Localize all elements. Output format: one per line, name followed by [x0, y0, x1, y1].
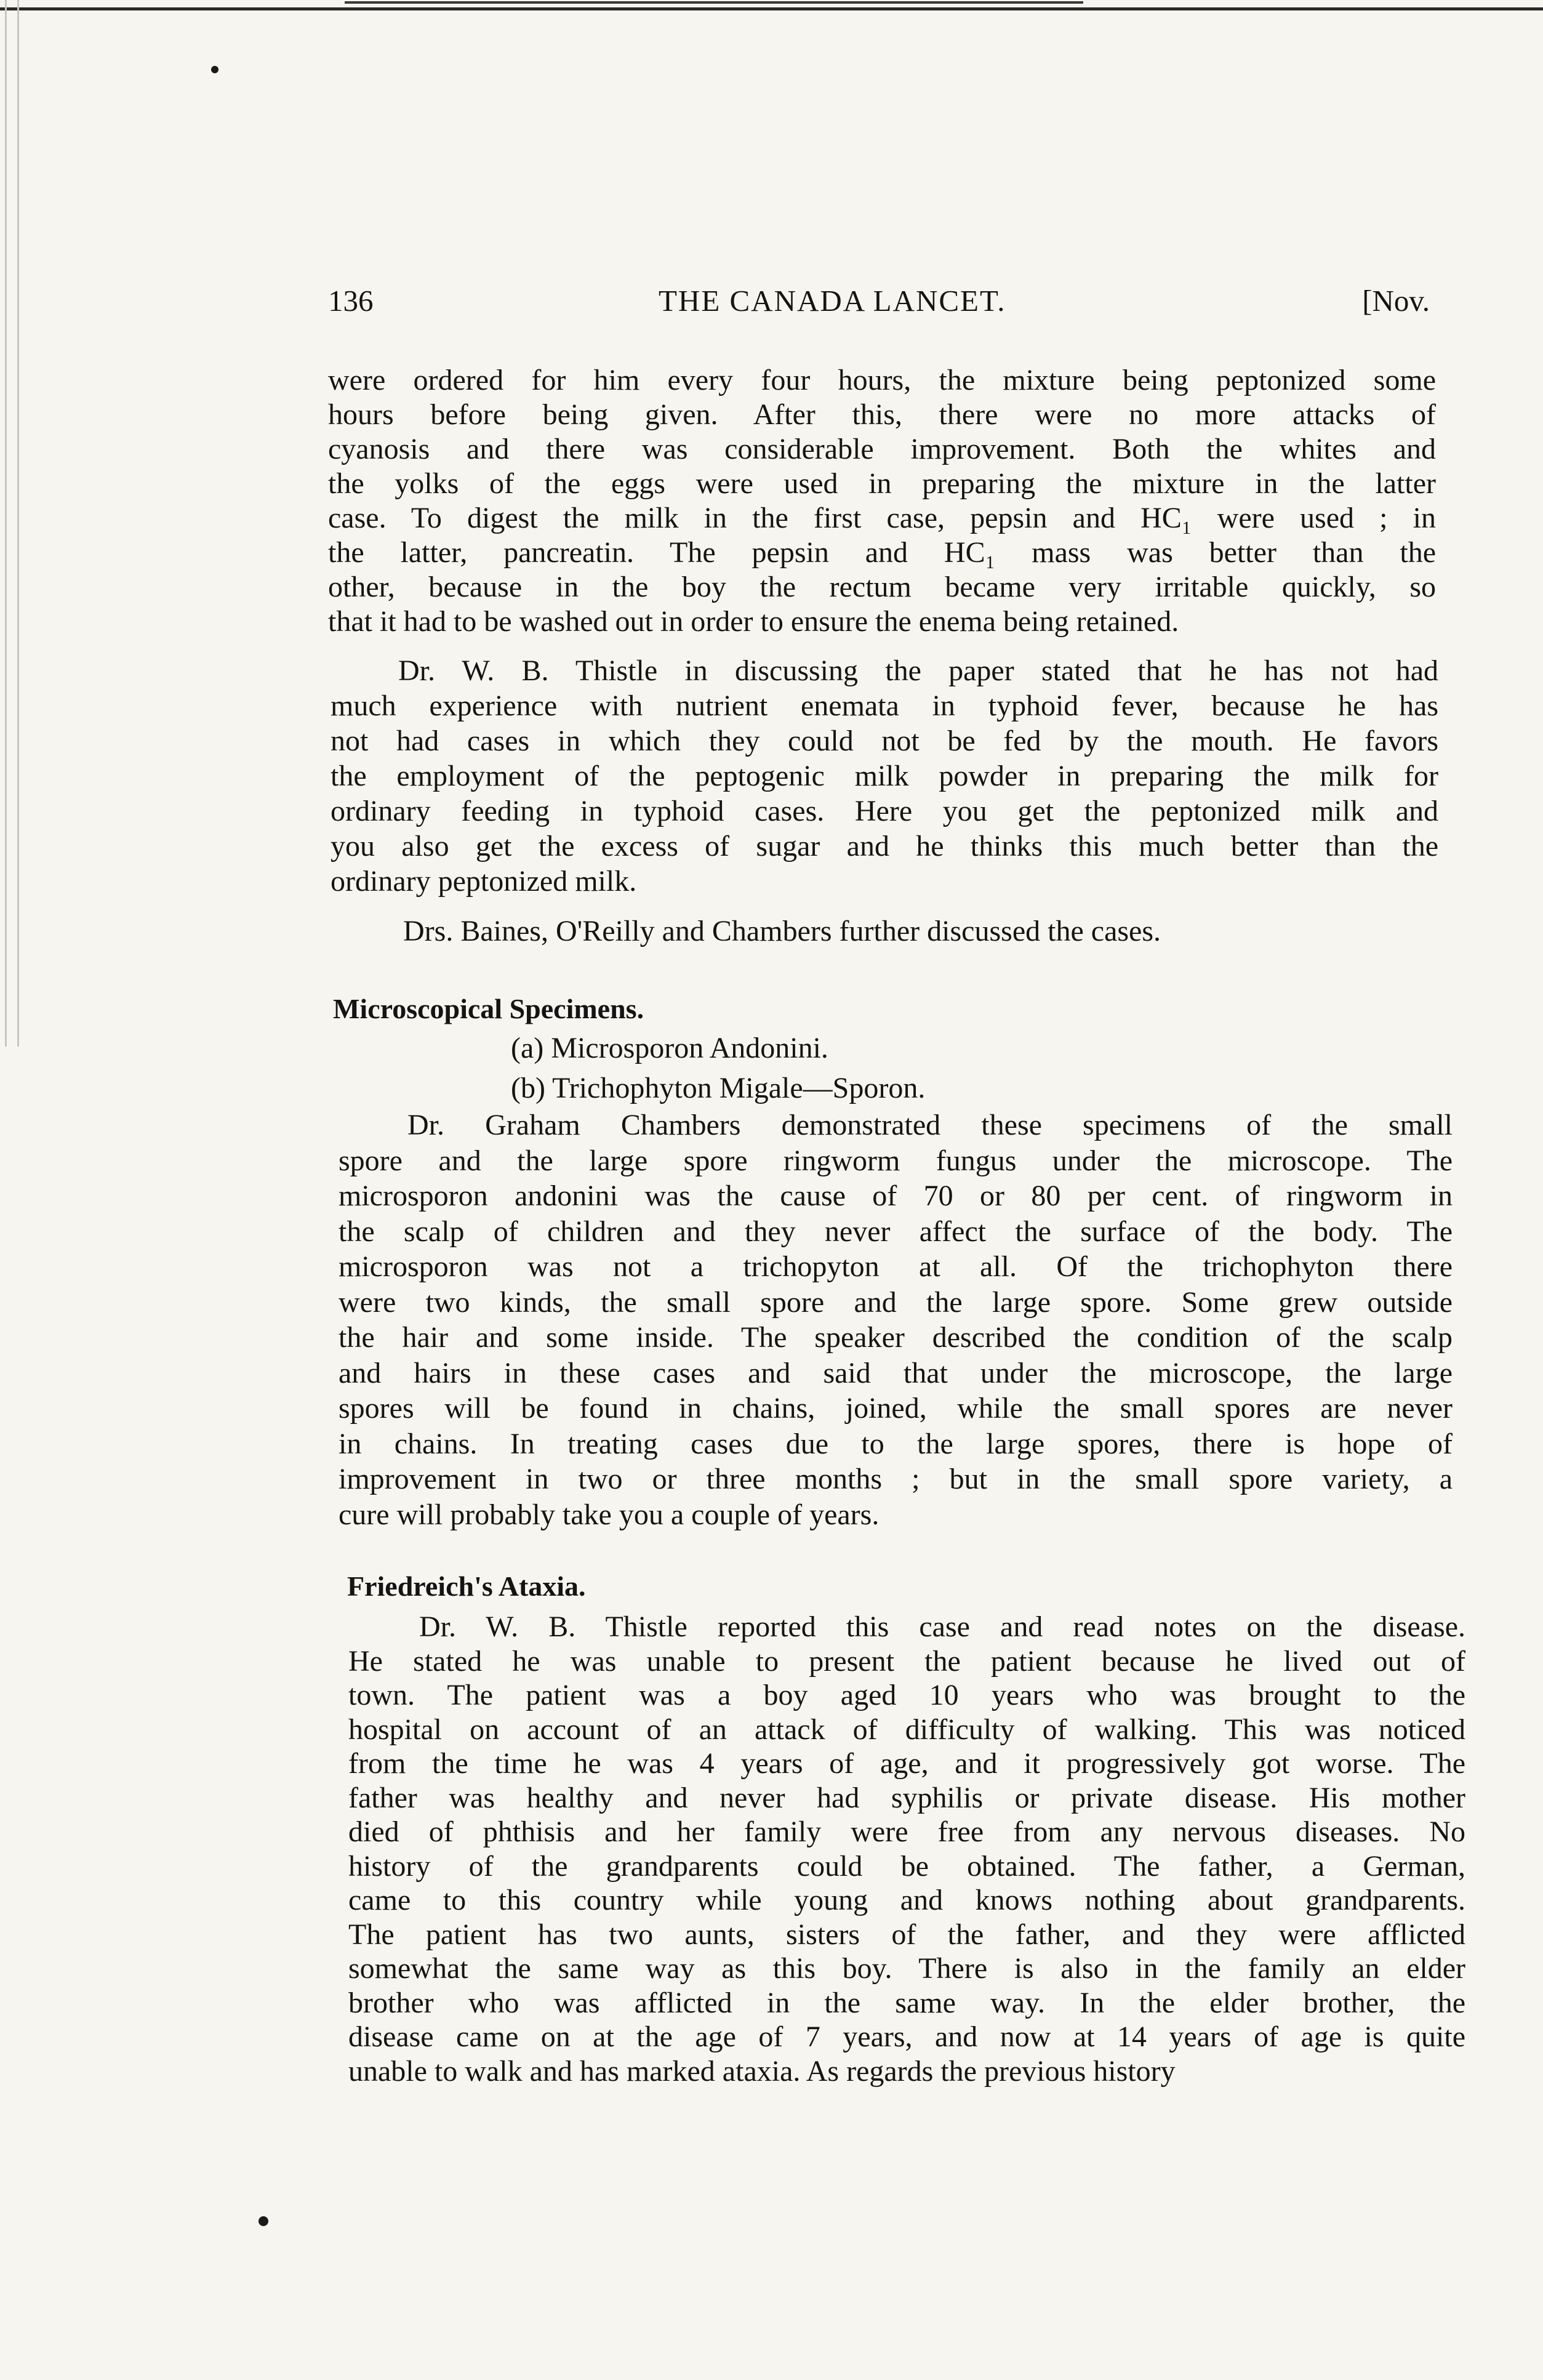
text-line: cyanosis and there was considerable improvement. Both the whites and: [328, 433, 1436, 465]
text-line: that it had to be washed out in order to ensure the enema being retained.: [328, 605, 1179, 638]
text-line: other, because in the boy the rectum became very irritable quickly, so: [328, 571, 1436, 603]
heading-friedreichs-ataxia: Friedreich's Ataxia.: [347, 1570, 586, 1602]
text-line: history of the grandparents could be obtained. The father, a German,: [348, 1850, 1465, 1883]
text-line: brother who was afflicted in the same way. In the elder brother, the: [348, 1987, 1465, 2019]
text-line: microsporon andonini was the cause of 70 or 80 per cent. of ringworm in: [339, 1180, 1453, 1212]
text-line: died of phthisis and her family were free from any nervous diseases. No: [348, 1815, 1465, 1848]
text-line: the scalp of children and they never affect the surface of the body. The: [339, 1215, 1453, 1248]
text-line: the employment of the peptogenic milk powder in preparing the milk for: [331, 760, 1438, 792]
text-line: Dr. W. B. Thistle reported this case and read notes on the disease.: [419, 1610, 1465, 1643]
heading-microscopical-specimens: Microscopical Specimens.: [333, 993, 644, 1024]
text-line: and hairs in these cases and said that under the microscope, the large: [339, 1357, 1453, 1389]
text-line: you also get the excess of sugar and he thinks this much better than the: [331, 830, 1438, 862]
text-line: came to this country while young and knows nothing about grandparents.: [348, 1884, 1465, 1916]
text-line: the yolks of the eggs were used in preparing the mixture in the latter: [328, 467, 1436, 500]
text-line: the latter, pancreatin. The pepsin and HC₁ mass was better than the: [328, 536, 1436, 569]
running-header: [328, 283, 1430, 332]
text-line: not had cases in which they could not be fed by the mouth. He favors: [331, 725, 1438, 757]
text-line: hospital on account of an attack of difficulty of walking. This was noticed: [348, 1713, 1465, 1746]
header-month: [Nov.: [1362, 284, 1430, 318]
text-line: cure will probably take you a couple of years.: [339, 1498, 880, 1531]
scan-gutter-line: [17, 0, 19, 1047]
scan-gutter-line: [5, 0, 7, 1047]
text-line: much experience with nutrient enemata in typhoid fever, because he has: [331, 689, 1438, 722]
scan-top-rule: [0, 7, 1543, 10]
text-line: disease came on at the age of 7 years, and now at 14 years of age is quite: [348, 2020, 1465, 2053]
text-line: unable to walk and has marked ataxia. As regards the previous history: [348, 2055, 1176, 2088]
text-line: microsporon was not a trichopyton at all. Of the trichophyton there: [339, 1250, 1453, 1283]
text-line: were two kinds, the small spore and the large spore. Some grew outside: [339, 1286, 1453, 1319]
text-line: hours before being given. After this, there were no more attacks of: [328, 398, 1436, 431]
text-line: Dr. W. B. Thistle in discussing the paper stated that he has not had: [398, 654, 1438, 687]
specimen-item-a: (a) Microsporon Andonini.: [511, 1032, 828, 1064]
text-line: in chains. In treating cases due to the large spores, there is hope of: [339, 1428, 1453, 1460]
text-line: from the time he was 4 years of age, and it progressively got worse. The: [348, 1747, 1465, 1780]
text-line: Dr. Graham Chambers demonstrated these specimens of the small: [407, 1109, 1453, 1141]
specimen-item-b: (b) Trichophyton Migale—Sporon.: [511, 1072, 926, 1104]
text-line: He stated he was unable to present the patient because he lived out of: [348, 1645, 1465, 1678]
running-title: THE CANADA LANCET.: [659, 284, 1006, 318]
text-line: ordinary feeding in typhoid cases. Here you get the peptonized milk and: [331, 795, 1438, 827]
paragraph-further-discussion: Drs. Baines, O'Reilly and Chambers further discussed the cases.: [403, 915, 1161, 947]
scan-speck: [211, 66, 218, 73]
text-line: were ordered for him every four hours, the mixture being peptonized some: [328, 364, 1436, 396]
text-line: spore and the large spore ringworm fungus under the microscope. The: [339, 1144, 1453, 1177]
text-line: somewhat the same way as this boy. There is also in the family an elder: [348, 1952, 1465, 1985]
page-number: 136: [328, 284, 374, 318]
text-line: The patient has two aunts, sisters of the father, and they were afflicted: [348, 1918, 1465, 1951]
text-line: spores will be found in chains, joined, while the small spores are never: [339, 1392, 1453, 1425]
scan-top-rule-overlay: [345, 1, 1083, 4]
text-line: ordinary peptonized milk.: [331, 865, 637, 898]
text-line: father was healthy and never had syphilis or private disease. His mother: [348, 1782, 1465, 1814]
text-line: case. To digest the milk in the first case, pepsin and HC₁ were used ; in: [328, 502, 1436, 534]
text-line: the hair and some inside. The speaker described the condition of the scalp: [339, 1321, 1453, 1354]
text-line: improvement in two or three months ; but in the small spore variety, a: [339, 1463, 1453, 1495]
text-line: town. The patient was a boy aged 10 years who was brought to the: [348, 1679, 1465, 1711]
scan-speck: [259, 2216, 268, 2226]
